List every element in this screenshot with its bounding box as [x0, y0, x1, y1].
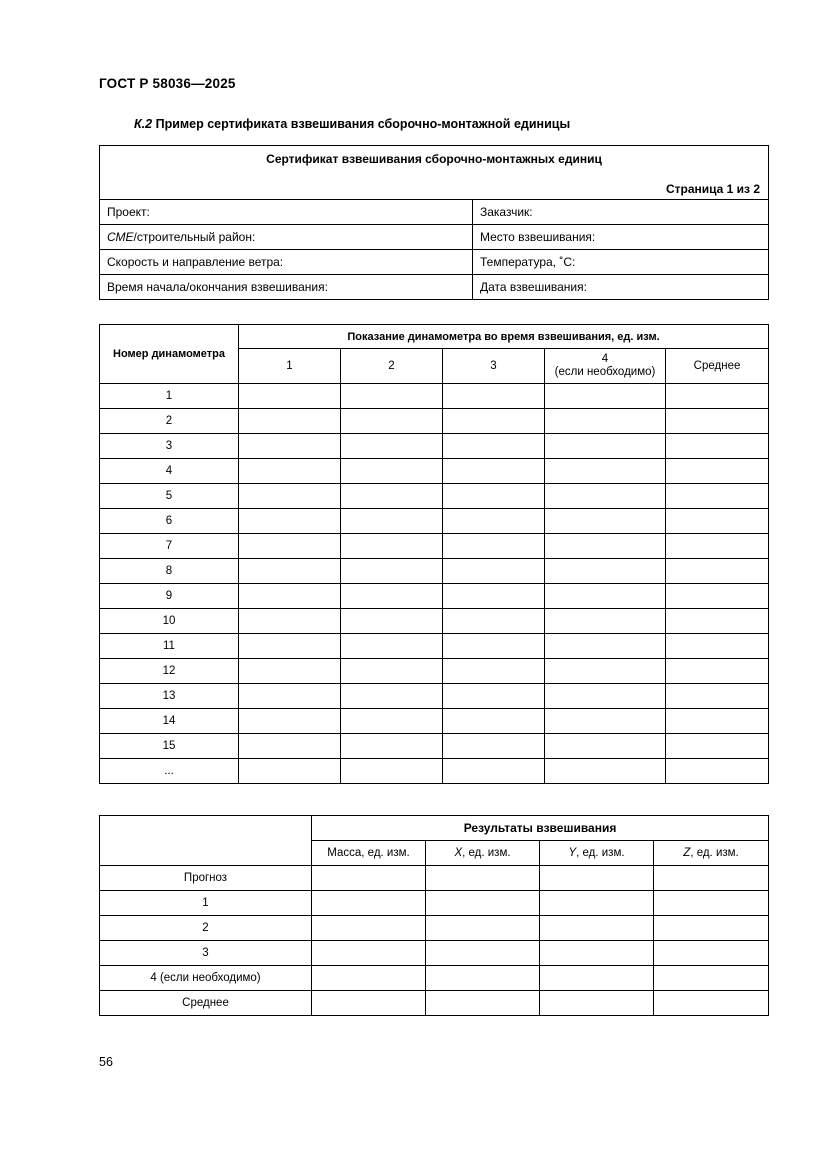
result-cell[interactable] — [654, 891, 769, 916]
result-cell[interactable] — [312, 916, 426, 941]
reading-cell[interactable] — [666, 384, 769, 409]
reading-cell[interactable] — [239, 459, 341, 484]
dynamometer-row-number: 8 — [100, 559, 239, 584]
results-row — [100, 941, 769, 966]
reading-cell[interactable] — [341, 459, 443, 484]
reading-cell[interactable] — [341, 509, 443, 534]
reading-cell[interactable] — [443, 759, 545, 784]
sme-abbrev: СМЕ — [107, 230, 134, 244]
results-col-z-unit: , ед. изм. — [690, 847, 739, 859]
reading-cell[interactable] — [545, 759, 666, 784]
dynamometer-row — [100, 759, 769, 784]
reading-col-1: 1 — [239, 349, 341, 384]
results-row — [100, 891, 769, 916]
reading-cell[interactable] — [239, 484, 341, 509]
results-col-x — [426, 841, 540, 866]
page-number: 56 — [99, 1055, 113, 1069]
dynamometer-row-number: 11 — [100, 634, 239, 659]
dynamometer-row — [100, 534, 769, 559]
reading-cell[interactable] — [341, 634, 443, 659]
reading-cell[interactable] — [443, 709, 545, 734]
wind-field: Скорость и направление ветра: — [100, 250, 473, 275]
reading-cell[interactable] — [666, 559, 769, 584]
reading-col-4 — [545, 349, 666, 384]
dynamometer-row-number: 5 — [100, 484, 239, 509]
reading-cell[interactable] — [443, 434, 545, 459]
dynamometer-row — [100, 509, 769, 534]
result-cell[interactable] — [654, 966, 769, 991]
reading-col-average: Среднее — [666, 349, 769, 384]
results-table — [99, 815, 769, 1016]
dynamometer-row — [100, 609, 769, 634]
dynamometer-row-number: 10 — [100, 609, 239, 634]
reading-cell[interactable] — [239, 759, 341, 784]
results-row-label: 3 — [100, 941, 312, 966]
reading-cell[interactable] — [341, 709, 443, 734]
result-cell[interactable] — [540, 891, 654, 916]
dynamometer-number-header: Номер динамометра — [100, 325, 239, 384]
reading-cell[interactable] — [666, 634, 769, 659]
certificate-title: Сертификат взвешивания сборочно-монтажных единиц — [266, 152, 602, 166]
dynamometer-row-number: 9 — [100, 584, 239, 609]
result-cell[interactable] — [426, 916, 540, 941]
results-col-y-unit: , ед. изм. — [576, 847, 625, 859]
reading-cell[interactable] — [545, 709, 666, 734]
results-row-label: 4 (если необходимо) — [100, 966, 312, 991]
reading-cell[interactable] — [443, 559, 545, 584]
result-cell[interactable] — [540, 941, 654, 966]
reading-cell[interactable] — [239, 734, 341, 759]
dynamometer-row-number: 4 — [100, 459, 239, 484]
dynamometer-row-number: 7 — [100, 534, 239, 559]
date-field: Дата взвешивания: — [473, 275, 769, 300]
dynamometer-row — [100, 684, 769, 709]
customer-field: Заказчик: — [473, 200, 769, 225]
result-cell[interactable] — [426, 941, 540, 966]
certificate-title-cell — [100, 146, 769, 200]
result-cell[interactable] — [312, 891, 426, 916]
result-cell[interactable] — [312, 866, 426, 891]
reading-cell[interactable] — [666, 709, 769, 734]
reading-cell[interactable] — [666, 534, 769, 559]
reading-col-4-note: (если необходимо) — [554, 366, 656, 378]
reading-cell[interactable] — [666, 759, 769, 784]
reading-cell[interactable] — [666, 684, 769, 709]
dynamometer-row — [100, 409, 769, 434]
result-cell[interactable] — [426, 891, 540, 916]
reading-cell[interactable] — [239, 409, 341, 434]
certificate-header-table — [99, 145, 769, 300]
reading-cell[interactable] — [443, 509, 545, 534]
reading-col-4-num: 4 — [601, 353, 609, 365]
reading-cell[interactable] — [239, 709, 341, 734]
reading-cell[interactable] — [239, 384, 341, 409]
reading-cell[interactable] — [341, 484, 443, 509]
reading-cell[interactable] — [545, 534, 666, 559]
dynamometer-row — [100, 459, 769, 484]
results-row — [100, 966, 769, 991]
result-cell[interactable] — [540, 866, 654, 891]
temperature-field: Температура, ˚С: — [473, 250, 769, 275]
reading-cell[interactable] — [239, 559, 341, 584]
result-cell[interactable] — [312, 966, 426, 991]
reading-cell[interactable] — [666, 484, 769, 509]
reading-cell[interactable] — [443, 659, 545, 684]
reading-cell[interactable] — [545, 634, 666, 659]
section-title-text: Пример сертификата взвешивания сборочно-монтажной единицы — [155, 117, 571, 131]
reading-cell[interactable] — [545, 584, 666, 609]
reading-cell[interactable] — [545, 459, 666, 484]
section-number: К.2 — [134, 117, 153, 131]
reading-cell[interactable] — [666, 659, 769, 684]
results-col-x-unit: , ед. изм. — [462, 847, 511, 859]
reading-col-2: 2 — [341, 349, 443, 384]
results-col-z-letter: Z — [683, 847, 691, 859]
reading-cell[interactable] — [545, 434, 666, 459]
time-field: Время начала/окончания взвешивания: — [100, 275, 473, 300]
reading-cell[interactable] — [666, 609, 769, 634]
reading-cell[interactable] — [545, 484, 666, 509]
document-header: ГОСТ Р 58036—2025 — [99, 76, 236, 91]
reading-cell[interactable] — [341, 609, 443, 634]
reading-cell[interactable] — [545, 509, 666, 534]
project-field: Проект: — [100, 200, 473, 225]
dynamometer-row — [100, 434, 769, 459]
results-row-label: 1 — [100, 891, 312, 916]
dynamometer-table — [99, 324, 769, 784]
reading-cell[interactable] — [341, 409, 443, 434]
results-col-y-letter: Y — [568, 847, 577, 859]
reading-cell[interactable] — [239, 509, 341, 534]
reading-cell[interactable] — [239, 659, 341, 684]
result-cell[interactable] — [426, 966, 540, 991]
page-info: Страница 1 из 2 — [665, 182, 761, 196]
results-group-header: Результаты взвешивания — [312, 816, 769, 841]
reading-cell[interactable] — [545, 384, 666, 409]
reading-cell[interactable] — [666, 509, 769, 534]
dynamometer-row-number: 2 — [100, 409, 239, 434]
dynamometer-row — [100, 709, 769, 734]
reading-cell[interactable] — [239, 609, 341, 634]
results-row — [100, 991, 769, 1016]
result-cell[interactable] — [654, 991, 769, 1016]
results-col-x-letter: X — [454, 847, 463, 859]
result-cell[interactable] — [312, 991, 426, 1016]
results-row-label: Среднее — [100, 991, 312, 1016]
dynamometer-row-number: 12 — [100, 659, 239, 684]
reading-cell[interactable] — [545, 734, 666, 759]
dynamometer-row-number: 15 — [100, 734, 239, 759]
dynamometer-row-number: 14 — [100, 709, 239, 734]
reading-cell[interactable] — [666, 584, 769, 609]
result-cell[interactable] — [540, 991, 654, 1016]
dynamometer-row — [100, 384, 769, 409]
results-row — [100, 866, 769, 891]
reading-cell[interactable] — [239, 434, 341, 459]
reading-cell[interactable] — [341, 559, 443, 584]
results-col-mass: Масса, ед. изм. — [312, 841, 426, 866]
reading-cell[interactable] — [341, 734, 443, 759]
dynamometer-row — [100, 734, 769, 759]
reading-cell[interactable] — [443, 409, 545, 434]
reading-cell[interactable] — [443, 459, 545, 484]
dynamometer-row — [100, 484, 769, 509]
dynamometer-row-number: 13 — [100, 684, 239, 709]
result-cell[interactable] — [654, 916, 769, 941]
result-cell[interactable] — [426, 991, 540, 1016]
reading-cell[interactable] — [443, 534, 545, 559]
reading-cell[interactable] — [443, 584, 545, 609]
dynamometer-row-number: 6 — [100, 509, 239, 534]
reading-cell[interactable] — [341, 584, 443, 609]
dynamometer-row-number: 3 — [100, 434, 239, 459]
dynamometer-row — [100, 559, 769, 584]
reading-cell[interactable] — [443, 609, 545, 634]
result-cell[interactable] — [540, 966, 654, 991]
dynamometer-row — [100, 634, 769, 659]
results-col-y — [540, 841, 654, 866]
reading-cell[interactable] — [666, 434, 769, 459]
sme-field-rest: /строительный район: — [133, 230, 256, 244]
reading-cell[interactable] — [239, 634, 341, 659]
dynamometer-row-number: ... — [100, 759, 239, 784]
results-corner-cell — [100, 816, 312, 866]
results-row — [100, 916, 769, 941]
readings-group-header: Показание динамометра во время взвешивания, ед. изм. — [239, 325, 769, 349]
result-cell[interactable] — [654, 866, 769, 891]
dynamometer-row — [100, 584, 769, 609]
results-row-label: Прогноз — [100, 866, 312, 891]
reading-cell[interactable] — [443, 734, 545, 759]
reading-cell[interactable] — [545, 684, 666, 709]
reading-cell[interactable] — [341, 759, 443, 784]
dynamometer-row — [100, 659, 769, 684]
reading-cell[interactable] — [443, 684, 545, 709]
result-cell[interactable] — [426, 866, 540, 891]
reading-cell[interactable] — [341, 659, 443, 684]
result-cell[interactable] — [654, 941, 769, 966]
reading-cell[interactable] — [666, 459, 769, 484]
results-row-label: 2 — [100, 916, 312, 941]
reading-cell[interactable] — [666, 734, 769, 759]
reading-cell[interactable] — [341, 384, 443, 409]
reading-cell[interactable] — [443, 484, 545, 509]
sme-field — [100, 225, 473, 250]
reading-cell[interactable] — [666, 409, 769, 434]
reading-cell[interactable] — [545, 409, 666, 434]
result-cell[interactable] — [312, 941, 426, 966]
reading-cell[interactable] — [239, 534, 341, 559]
reading-cell[interactable] — [443, 634, 545, 659]
result-cell[interactable] — [540, 916, 654, 941]
section-title — [134, 117, 570, 131]
reading-cell[interactable] — [545, 559, 666, 584]
reading-cell[interactable] — [341, 684, 443, 709]
reading-cell[interactable] — [545, 609, 666, 634]
reading-cell[interactable] — [341, 534, 443, 559]
reading-cell[interactable] — [545, 659, 666, 684]
reading-cell[interactable] — [341, 434, 443, 459]
results-col-z — [654, 841, 769, 866]
reading-cell[interactable] — [443, 384, 545, 409]
reading-col-3: 3 — [443, 349, 545, 384]
weighing-place-field: Место взвешивания: — [473, 225, 769, 250]
reading-cell[interactable] — [239, 584, 341, 609]
reading-cell[interactable] — [239, 684, 341, 709]
dynamometer-row-number: 1 — [100, 384, 239, 409]
